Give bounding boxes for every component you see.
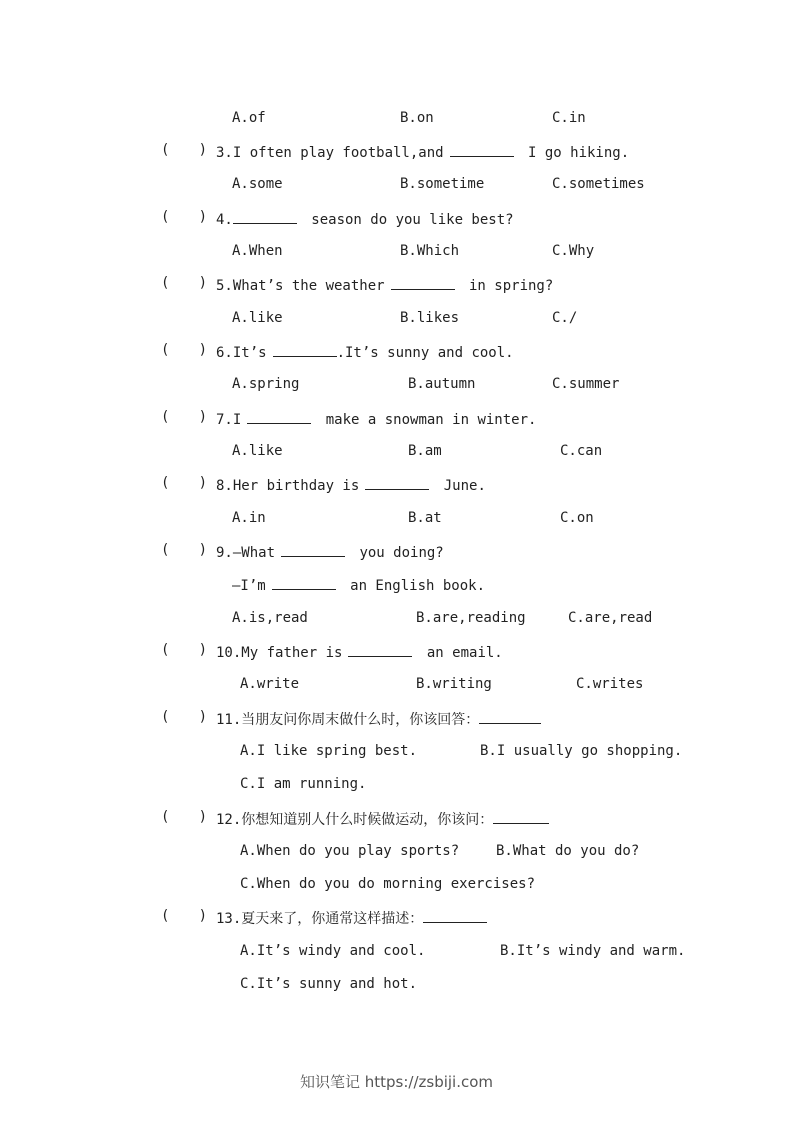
question-number: 12. bbox=[216, 812, 242, 828]
q2-option-a: A.of bbox=[232, 110, 266, 126]
answer-blank[interactable] bbox=[493, 809, 549, 824]
answer-blank[interactable] bbox=[450, 142, 514, 157]
option-c: C.I am running. bbox=[240, 776, 367, 792]
question-12 bbox=[216, 809, 555, 829]
option-a: A.When do you play sports? bbox=[240, 843, 460, 859]
option-b: B.autumn bbox=[408, 376, 476, 392]
option-c: C.sometimes bbox=[552, 176, 645, 192]
option-b: B.are,reading bbox=[416, 610, 526, 626]
paren-close: ) bbox=[198, 908, 207, 924]
question-4 bbox=[216, 209, 514, 229]
answer-paren[interactable] bbox=[161, 275, 207, 291]
answer-paren[interactable] bbox=[161, 409, 207, 425]
question-text: 当朋友问你周末做什么时，你该回答： bbox=[241, 712, 480, 728]
answer-paren[interactable] bbox=[161, 209, 207, 225]
question-text: I often play football,and bbox=[232, 145, 444, 161]
option-c: C.can bbox=[560, 443, 603, 459]
option-a: A.It’s windy and cool. bbox=[240, 943, 426, 959]
answer-paren[interactable] bbox=[161, 542, 207, 558]
option-c: C.When do you do morning exercises? bbox=[240, 876, 536, 892]
option-a: A.write bbox=[240, 676, 300, 692]
question-text: I go hiking. bbox=[519, 145, 630, 161]
footer-watermark: 知识笔记 https://zsbiji.com bbox=[299, 1073, 494, 1091]
question-text: make a snowman in winter. bbox=[317, 412, 537, 428]
answer-blank[interactable] bbox=[272, 575, 336, 590]
question-text: Her birthday is bbox=[232, 478, 360, 494]
paren-close: ) bbox=[198, 342, 207, 358]
answer-paren[interactable] bbox=[161, 342, 207, 358]
question-5 bbox=[216, 275, 553, 295]
question-number: 4. bbox=[216, 212, 233, 228]
paren-open: ( bbox=[161, 642, 170, 658]
question-10 bbox=[216, 642, 503, 662]
q2-option-c: C.in bbox=[552, 110, 586, 126]
question-3 bbox=[216, 142, 629, 162]
answer-blank[interactable] bbox=[273, 342, 337, 357]
option-b: B.writing bbox=[416, 676, 492, 692]
paren-close: ) bbox=[198, 542, 207, 558]
paren-open: ( bbox=[161, 475, 170, 491]
answer-blank[interactable] bbox=[391, 275, 455, 290]
question-11 bbox=[216, 709, 547, 729]
option-c: C.summer bbox=[552, 376, 620, 392]
option-b: B.am bbox=[408, 443, 442, 459]
option-a: A.like bbox=[232, 310, 283, 326]
question-text: My father is bbox=[241, 645, 343, 661]
paren-open: ( bbox=[161, 908, 170, 924]
question-text: in spring? bbox=[460, 278, 554, 294]
option-b: B.likes bbox=[400, 310, 460, 326]
question-text: I bbox=[232, 412, 242, 428]
answer-paren[interactable] bbox=[161, 142, 207, 158]
question-text: .It’s sunny and cool. bbox=[336, 345, 514, 361]
question-number: 8. bbox=[216, 478, 233, 494]
paren-close: ) bbox=[198, 475, 207, 491]
option-a: A.in bbox=[232, 510, 266, 526]
question-text: 夏天来了，你通常这样描述： bbox=[241, 911, 424, 927]
paren-open: ( bbox=[161, 209, 170, 225]
question-text: you doing? bbox=[351, 545, 444, 561]
option-a: A.When bbox=[232, 243, 283, 259]
question-text: an email. bbox=[418, 645, 503, 661]
paren-open: ( bbox=[161, 342, 170, 358]
question-number: 13. bbox=[216, 911, 242, 927]
question-6 bbox=[216, 342, 514, 362]
paren-close: ) bbox=[198, 142, 207, 158]
paren-open: ( bbox=[161, 542, 170, 558]
question-number: 9. bbox=[216, 545, 233, 561]
option-b: B.sometime bbox=[400, 176, 485, 192]
question-text: —I’m bbox=[232, 578, 266, 594]
option-b: B.Which bbox=[400, 243, 460, 259]
option-b: B.at bbox=[408, 510, 442, 526]
question-text: What’s the weather bbox=[232, 278, 385, 294]
option-c: C./ bbox=[552, 310, 578, 326]
question-text: season do you like best? bbox=[302, 212, 514, 228]
option-b: B.What do you do? bbox=[496, 843, 640, 859]
option-c: C.on bbox=[560, 510, 594, 526]
question-13 bbox=[216, 908, 493, 928]
paren-close: ) bbox=[198, 642, 207, 658]
question-text: 你想知道别人什么时候做运动，你该问： bbox=[241, 812, 494, 828]
paren-close: ) bbox=[198, 409, 207, 425]
question-text: an English book. bbox=[341, 578, 486, 594]
q2-option-b: B.on bbox=[400, 110, 434, 126]
option-a: A.spring bbox=[232, 376, 300, 392]
answer-blank[interactable] bbox=[365, 475, 429, 490]
answer-blank[interactable] bbox=[479, 709, 541, 724]
question-number: 6. bbox=[216, 345, 233, 361]
answer-blank[interactable] bbox=[247, 409, 311, 424]
option-a: A.like bbox=[232, 443, 283, 459]
option-a: A.I like spring best. bbox=[240, 743, 418, 759]
paren-close: ) bbox=[198, 275, 207, 291]
option-b: B.It’s windy and warm. bbox=[500, 943, 686, 959]
question-number: 10. bbox=[216, 645, 242, 661]
paren-close: ) bbox=[198, 709, 207, 725]
paren-open: ( bbox=[161, 142, 170, 158]
answer-paren[interactable] bbox=[161, 642, 207, 658]
question-text: It’s bbox=[232, 345, 267, 361]
question-8 bbox=[216, 475, 486, 495]
paren-close: ) bbox=[198, 809, 207, 825]
option-b: B.I usually go shopping. bbox=[480, 743, 683, 759]
answer-paren[interactable] bbox=[161, 709, 207, 725]
question-number: 3. bbox=[216, 145, 233, 161]
option-c: C.Why bbox=[552, 243, 595, 259]
answer-paren[interactable] bbox=[161, 908, 207, 924]
paren-open: ( bbox=[161, 409, 170, 425]
answer-paren[interactable] bbox=[161, 475, 207, 491]
paren-open: ( bbox=[161, 275, 170, 291]
question-text: —What bbox=[232, 545, 276, 561]
option-c: C.It’s sunny and hot. bbox=[240, 976, 418, 992]
answer-blank[interactable] bbox=[281, 542, 345, 557]
option-a: A.is,read bbox=[232, 610, 308, 626]
question-9 bbox=[216, 542, 444, 562]
answer-blank[interactable] bbox=[423, 908, 487, 923]
question-number: 11. bbox=[216, 712, 242, 728]
option-c: C.writes bbox=[576, 676, 644, 692]
question-text: June. bbox=[435, 478, 486, 494]
answer-blank[interactable] bbox=[233, 209, 297, 224]
answer-blank[interactable] bbox=[348, 642, 412, 657]
question-number: 7. bbox=[216, 412, 233, 428]
question-9-line-2 bbox=[232, 575, 485, 595]
question-number: 5. bbox=[216, 278, 233, 294]
paren-open: ( bbox=[161, 709, 170, 725]
option-a: A.some bbox=[232, 176, 283, 192]
answer-paren[interactable] bbox=[161, 809, 207, 825]
paren-close: ) bbox=[198, 209, 207, 225]
paren-open: ( bbox=[161, 809, 170, 825]
option-c: C.are,read bbox=[568, 610, 653, 626]
question-7 bbox=[216, 409, 536, 429]
